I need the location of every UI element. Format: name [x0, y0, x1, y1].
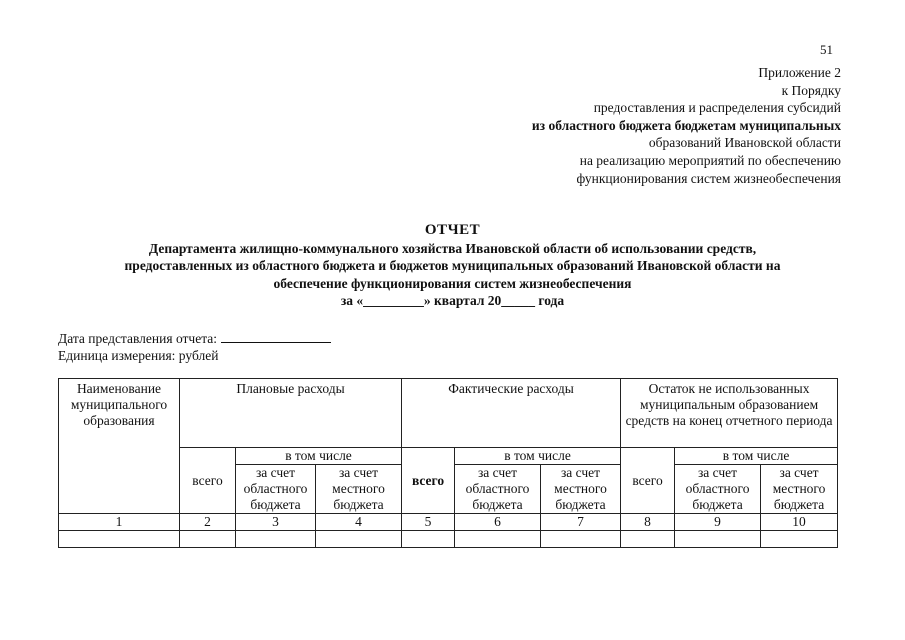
header-remainder-total: всего	[621, 448, 675, 514]
header-actual-expenses: Фактические расходы	[402, 379, 621, 448]
submission-date-blank	[221, 332, 331, 343]
header-planned-local: за счет местного бюджета	[316, 465, 402, 514]
column-number: 2	[180, 514, 236, 531]
header-actual-including: в том числе	[455, 448, 621, 465]
appendix-line: предоставления и распределения субсидий	[593, 100, 841, 116]
header-planned-total: всего	[180, 448, 236, 514]
empty-cell	[236, 531, 316, 548]
empty-cell	[59, 531, 180, 548]
empty-cell	[541, 531, 621, 548]
column-number: 3	[236, 514, 316, 531]
page-number: 51	[820, 42, 833, 57]
report-title-line: обеспечение функционирования систем жизнеобеспечения	[273, 275, 632, 291]
report-heading: ОТЧЕТ	[424, 222, 481, 238]
empty-data-row	[59, 531, 838, 548]
header-actual-total: всего	[402, 448, 455, 514]
column-number: 8	[621, 514, 675, 531]
header-planned-expenses: Плановые расходы	[180, 379, 402, 448]
report-title-line: Департамента жилищно-коммунального хозяйства Ивановской области об использовании средств,	[148, 240, 757, 256]
report-table	[58, 378, 838, 548]
column-number: 1	[59, 514, 180, 531]
empty-cell	[621, 531, 675, 548]
header-actual-local: за счет местного бюджета	[541, 465, 621, 514]
column-number-row	[59, 514, 838, 531]
header-remainder-regional: за счет областного бюджета	[675, 465, 761, 514]
appendix-line: Приложение 2	[758, 65, 841, 80]
column-number: 7	[541, 514, 621, 531]
appendix-line: на реализацию мероприятий по обеспечению	[579, 152, 841, 168]
empty-cell	[180, 531, 236, 548]
appendix-line: функционирования систем жизнеобеспечения	[576, 170, 841, 186]
column-number: 5	[402, 514, 455, 531]
column-number: 9	[675, 514, 761, 531]
header-actual-regional: за счет областного бюджета	[455, 465, 541, 514]
header-remainder-local: за счет местного бюджета	[761, 465, 838, 514]
appendix-line: из областного бюджета бюджетам муниципальных	[531, 117, 841, 133]
empty-cell	[402, 531, 455, 548]
report-title	[20, 222, 885, 310]
appendix-line: к Порядку	[781, 82, 841, 98]
column-number: 10	[761, 514, 838, 531]
column-number: 6	[455, 514, 541, 531]
header-planned-regional: за счет областного бюджета	[236, 465, 316, 514]
empty-cell	[675, 531, 761, 548]
header-municipality: Наименование муниципального образования	[59, 379, 180, 514]
header-remainder: Остаток не использованных муниципальным образованием средств на конец отчетного периода	[621, 379, 838, 448]
appendix-header	[421, 64, 841, 187]
empty-cell	[761, 531, 838, 548]
submission-date-label: Дата представления отчета:	[58, 331, 218, 346]
unit-label: Единица измерения: рублей	[58, 348, 219, 363]
header-remainder-including: в том числе	[675, 448, 838, 465]
submission-date-row	[58, 330, 331, 347]
report-meta	[58, 330, 331, 364]
appendix-line: образований Ивановской области	[648, 135, 841, 151]
column-number: 4	[316, 514, 402, 531]
empty-cell	[316, 531, 402, 548]
report-period-line: за «_________» квартал 20_____ года	[340, 293, 565, 309]
empty-cell	[455, 531, 541, 548]
header-planned-including: в том числе	[236, 448, 402, 465]
report-title-line: предоставленных из областного бюджета и бюджетов муниципальных образований Ивановской области на	[124, 258, 781, 274]
